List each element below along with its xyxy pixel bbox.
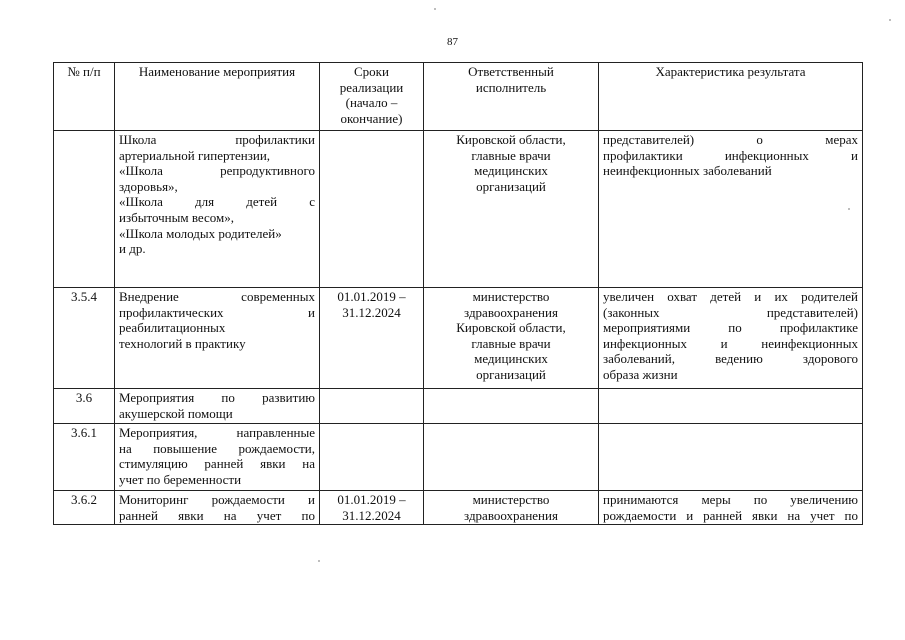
- row-name-line: Мероприятия, направленные: [119, 425, 315, 440]
- row-result-line: рождаемости и ранней явки на учет по: [603, 507, 858, 523]
- row-name-line: на повышение рождаемости,: [119, 440, 315, 456]
- row-name-line: «Школа для детей с: [119, 194, 315, 210]
- row-name-line: Внедрение современных: [119, 289, 315, 304]
- row-result-line: мероприятиями по профилактике: [603, 320, 858, 336]
- row-name-line: реабилитационных: [119, 320, 226, 336]
- row-name-line: «Школа молодых родителей»: [119, 225, 282, 241]
- row-result: [599, 131, 863, 288]
- row-num: 3.6.2: [54, 491, 115, 525]
- table-row: [54, 131, 863, 288]
- row-result-line: представителей) о мерах: [603, 132, 858, 147]
- row-num: [54, 131, 115, 288]
- table-row: [54, 491, 863, 525]
- row-executor-line: Кировской области,: [456, 320, 566, 336]
- header-executor-line: Ответственный: [468, 64, 554, 79]
- row-name-line: Школа профилактики: [119, 132, 315, 147]
- row-executor-line: здравоохранения: [464, 304, 558, 320]
- row-executor-line: министерство: [472, 289, 550, 304]
- table-row: [54, 424, 863, 491]
- row-result-line: заболеваний, ведению здорового: [603, 351, 858, 367]
- row-result-line: неинфекционных заболеваний: [603, 163, 772, 179]
- row-executor-line: главные врачи: [471, 335, 551, 351]
- table-row: [54, 389, 863, 424]
- row-term: [320, 491, 424, 525]
- row-executor-line: медицинских: [474, 351, 548, 367]
- header-term-line: (начало –: [345, 95, 398, 111]
- row-executor-line: организаций: [476, 178, 546, 194]
- row-name-line: артериальной гипертензии,: [119, 147, 271, 163]
- row-executor: [424, 288, 599, 389]
- row-num: 3.5.4: [54, 288, 115, 389]
- row-result-line: (законных представителей): [603, 304, 858, 320]
- row-name-line: акушерской помощи: [119, 405, 233, 421]
- row-result-line: профилактики инфекционных и: [603, 147, 858, 163]
- row-name-line: учет по беременности: [119, 471, 242, 487]
- header-executor: [424, 63, 599, 131]
- row-term: [320, 424, 424, 491]
- row-result: [599, 288, 863, 389]
- row-name-line: «Школа репродуктивного: [119, 163, 315, 179]
- row-executor: [424, 389, 599, 424]
- page-number: 87: [447, 36, 458, 48]
- scan-speck: [889, 19, 891, 21]
- row-name-line: Мероприятия по развитию: [119, 390, 315, 405]
- header-name: Наименование мероприятия: [115, 63, 320, 131]
- header-term-line: реализации: [339, 79, 404, 95]
- row-name: [115, 131, 320, 288]
- row-result-line: принимаются меры по увеличению: [603, 492, 858, 507]
- row-name: [115, 389, 320, 424]
- scan-speck: [318, 560, 320, 562]
- row-term: [320, 288, 424, 389]
- header-executor-line: исполнитель: [475, 79, 547, 95]
- row-name-line: профилактических и: [119, 304, 315, 320]
- header-result: Характеристика результата: [599, 63, 863, 131]
- row-name-line: здоровья»,: [119, 178, 178, 194]
- row-executor-line: медицинских: [474, 163, 548, 179]
- row-name-line: и др.: [119, 241, 146, 257]
- row-executor-line: министерство: [472, 492, 550, 507]
- row-result-line: инфекционных и неинфекционных: [603, 335, 858, 351]
- row-term-line: 01.01.2019 –: [337, 492, 406, 507]
- row-name-line: Мониторинг рождаемости и: [119, 492, 315, 507]
- row-term: [320, 131, 424, 288]
- row-name: [115, 491, 320, 525]
- table-header-row: [54, 63, 863, 131]
- row-name-line: ранней явки на учет по: [119, 507, 315, 523]
- table-row: [54, 288, 863, 389]
- row-executor: [424, 424, 599, 491]
- row-result: [599, 389, 863, 424]
- row-name-line: стимуляцию ранней явки на: [119, 456, 315, 472]
- row-name-line: технологий в практику: [119, 335, 246, 351]
- row-term-line: 01.01.2019 –: [337, 289, 406, 304]
- row-executor-line: Кировской области,: [456, 132, 566, 147]
- row-num: 3.6: [54, 389, 115, 424]
- row-executor-line: главные врачи: [471, 147, 551, 163]
- row-term-line: 31.12.2024: [342, 304, 401, 320]
- header-num: № п/п: [54, 63, 115, 131]
- header-term-line: Сроки: [354, 64, 389, 79]
- scan-speck: [848, 208, 850, 210]
- row-term: [320, 389, 424, 424]
- row-result: [599, 491, 863, 525]
- row-executor: [424, 491, 599, 525]
- row-executor-line: здравоохранения: [464, 507, 558, 523]
- row-result: [599, 424, 863, 491]
- header-term-line: окончание): [340, 110, 403, 126]
- row-executor: [424, 131, 599, 288]
- row-result-line: увеличен охват детей и их родителей: [603, 289, 858, 304]
- scan-speck: [434, 8, 436, 10]
- measures-table: [53, 62, 863, 525]
- row-num: 3.6.1: [54, 424, 115, 491]
- row-name: [115, 424, 320, 491]
- row-name: [115, 288, 320, 389]
- row-name-line: избыточным весом»,: [119, 209, 234, 225]
- row-executor-line: организаций: [476, 366, 546, 382]
- row-result-line: образа жизни: [603, 366, 678, 382]
- row-term-line: 31.12.2024: [342, 507, 401, 523]
- header-term: [320, 63, 424, 131]
